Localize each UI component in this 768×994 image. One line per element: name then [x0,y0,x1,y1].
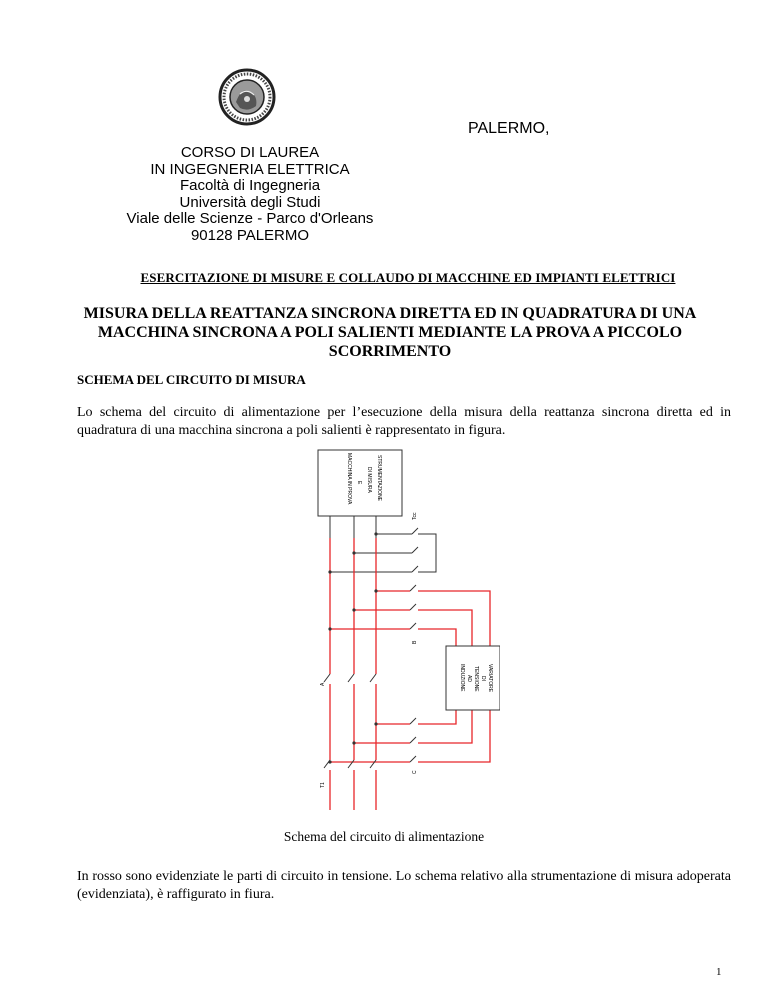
figure-caption: Schema del circuito di alimentazione [283,829,485,844]
institution-line: Viale delle Scienze - Parco d'Orleans [126,210,374,227]
institution-line: Facoltà di Ingegneria [179,177,321,194]
junction-dots [328,532,377,763]
top-box-label: E [356,481,362,485]
section-heading: SCHEMA DEL CIRCUITO DI MISURA [77,372,306,387]
switch-label-t1: T1 [320,782,326,788]
city-date-line: PALERMO, [468,120,550,137]
top-box-label: MACCHINA IN PROVA [346,453,352,505]
switch-label-c: C [412,770,418,774]
institution-line: Università degli Studi [179,193,321,211]
voltage-regulator-box [446,646,500,710]
university-seal [218,68,276,126]
top-box [318,450,402,516]
institution-line: CORSO DI LAUREA [180,144,320,161]
institution-address [110,145,390,244]
upper-wires [330,516,436,572]
paragraph: In rosso sono evidenziate le parti di circuito in tensione. Lo schema relativo alla strumentazione di misura adoperata (evidenziata), è raffigurato in fiura. [77,869,731,902]
top-box-label: DI MISURA [366,467,372,493]
paragraph: Lo schema del circuito di alimentazione per l’esecuzione della misura della reattanza sincrona diretta ed in quadratura di una macchina sincrona a poli salienti è rappresentato in figura. [77,405,731,438]
institution-line: IN INGEGNERIA ELETTRICA [150,160,350,178]
regulator-label: DI [480,676,486,681]
regulator-label: VARIATORE [487,664,493,693]
institution-line: 90128 PALERMO [190,226,310,244]
top-box-label: STRUMENTAZIONE [376,455,382,502]
switch-label-b: B [412,640,418,644]
course-title: ESERCITAZIONE DI MISURE E COLLAUDO DI MACCHINE ED IMPIANTI ELETTRICI [140,270,676,285]
switch-blades [324,585,416,768]
regulator-label: AD [466,675,472,682]
document-title: MISURA DELLA REATTANZA SINCRONA DIRETTA ED IN QUADRATURA DI UNA MACCHINA SINCRONA A POLI SALIENTI MEDIANTE LA PROVA A PICCOLO SCORRIMENTO [83,305,697,360]
switch-label-tcc: Tcc [412,512,418,520]
switch-label-a: A [320,682,326,686]
circuit-diagram [300,448,500,810]
page-number: 1 [716,966,722,978]
regulator-label: INDUZIONE [459,664,465,692]
regulator-label: TENSIONE [473,666,479,692]
